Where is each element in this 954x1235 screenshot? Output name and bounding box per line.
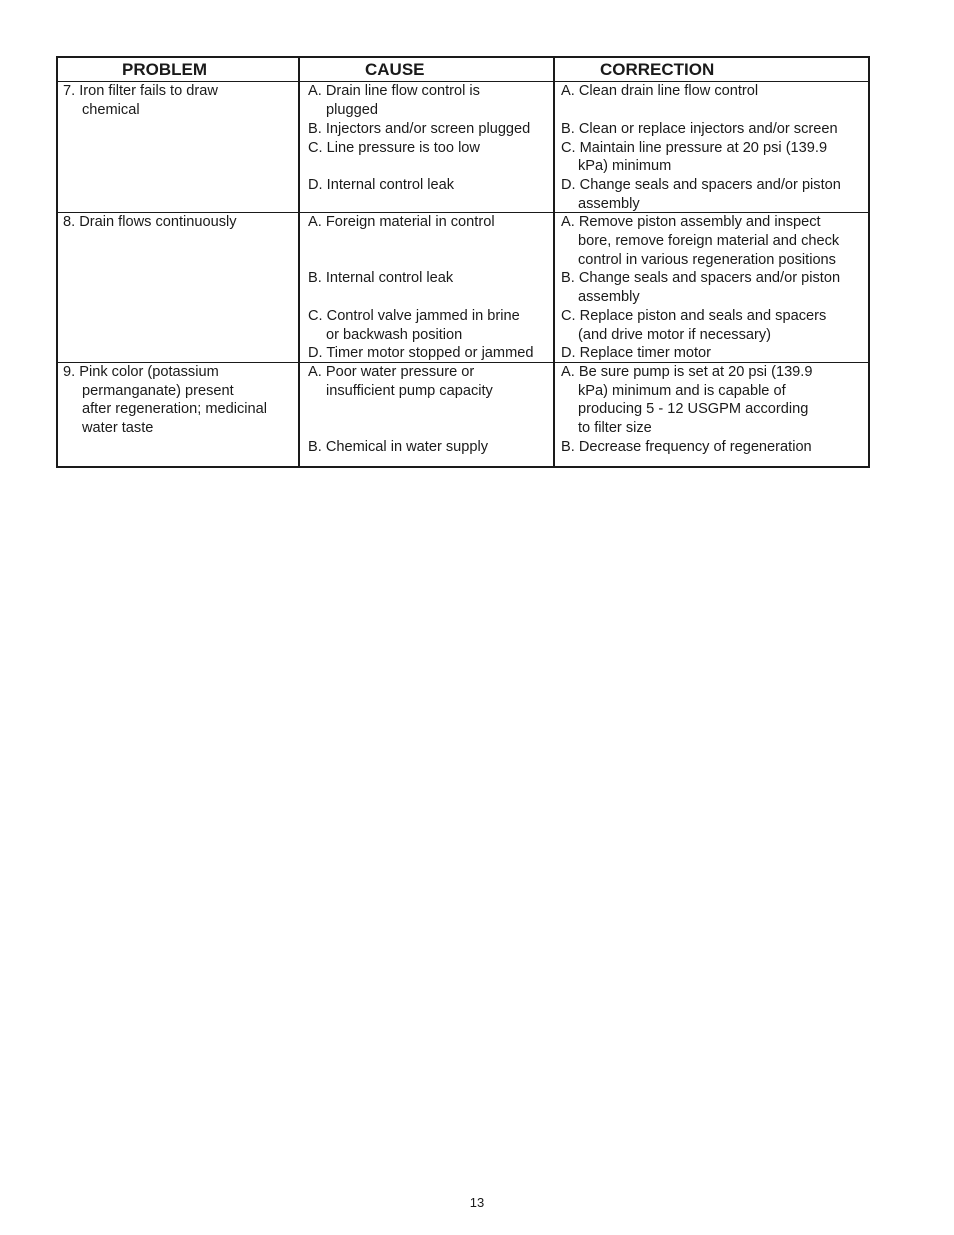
cause-text: C. Control valve jammed in brine <box>308 308 520 324</box>
problem-text: 9. Pink color (potassium <box>63 364 219 380</box>
problem-text: 7. Iron filter fails to draw <box>63 83 218 99</box>
correction-text: kPa) minimum and is capable of <box>578 383 786 399</box>
cause-text: B. Internal control leak <box>308 270 454 286</box>
correction-text: to filter size <box>578 420 652 436</box>
column-divider <box>553 58 555 466</box>
problem-text: 8. Drain flows continuously <box>63 214 237 230</box>
correction-text: A. Remove piston assembly and inspect <box>561 214 821 230</box>
problem-text: permanganate) present <box>82 383 234 399</box>
troubleshooting-table <box>56 56 870 468</box>
header-correction: CORRECTION <box>600 60 715 79</box>
correction-text: A. Clean drain line flow control <box>561 83 759 99</box>
correction-text: assembly <box>578 289 640 305</box>
correction-text: B. Clean or replace injectors and/or screen <box>561 121 838 137</box>
correction-text: C. Replace piston and seals and spacers <box>561 308 827 324</box>
page-number: 13 <box>469 1195 485 1210</box>
problem-text: after regeneration; medicinal <box>82 401 267 417</box>
cause-text: D. Internal control leak <box>308 177 455 193</box>
cause-text: or backwash position <box>326 327 463 343</box>
header-cause: CAUSE <box>365 60 425 79</box>
problem-text: chemical <box>82 102 140 118</box>
cause-text: B. Injectors and/or screen plugged <box>308 121 531 137</box>
cause-text: A. Drain line flow control is <box>308 83 480 99</box>
correction-text: (and drive motor if necessary) <box>578 327 772 343</box>
correction-text: B. Change seals and spacers and/or piston <box>561 270 841 286</box>
cause-text: A. Poor water pressure or <box>308 364 475 380</box>
correction-text: B. Decrease frequency of regeneration <box>561 439 812 455</box>
table-header-row <box>58 58 868 82</box>
cause-text: plugged <box>326 102 378 118</box>
correction-text: assembly <box>578 196 640 212</box>
correction-text: control in various regeneration positions <box>578 252 836 268</box>
correction-text: D. Replace timer motor <box>561 345 712 361</box>
correction-text: producing 5 - 12 USGPM according <box>578 401 809 417</box>
cause-text: D. Timer motor stopped or jammed <box>308 345 534 361</box>
correction-text: A. Be sure pump is set at 20 psi (139.9 <box>561 364 813 380</box>
correction-text: bore, remove foreign material and check <box>578 233 840 249</box>
correction-text: D. Change seals and spacers and/or piston <box>561 177 841 193</box>
cause-text: insufficient pump capacity <box>326 383 493 399</box>
cause-text: A. Foreign material in control <box>308 214 495 230</box>
header-problem: PROBLEM <box>122 60 207 79</box>
correction-text: kPa) minimum <box>578 158 672 174</box>
cause-text: B. Chemical in water supply <box>308 439 489 455</box>
correction-text: C. Maintain line pressure at 20 psi (139.9 <box>561 140 828 156</box>
cause-text: C. Line pressure is too low <box>308 140 480 156</box>
column-divider <box>298 58 300 466</box>
problem-text: water taste <box>82 420 154 436</box>
